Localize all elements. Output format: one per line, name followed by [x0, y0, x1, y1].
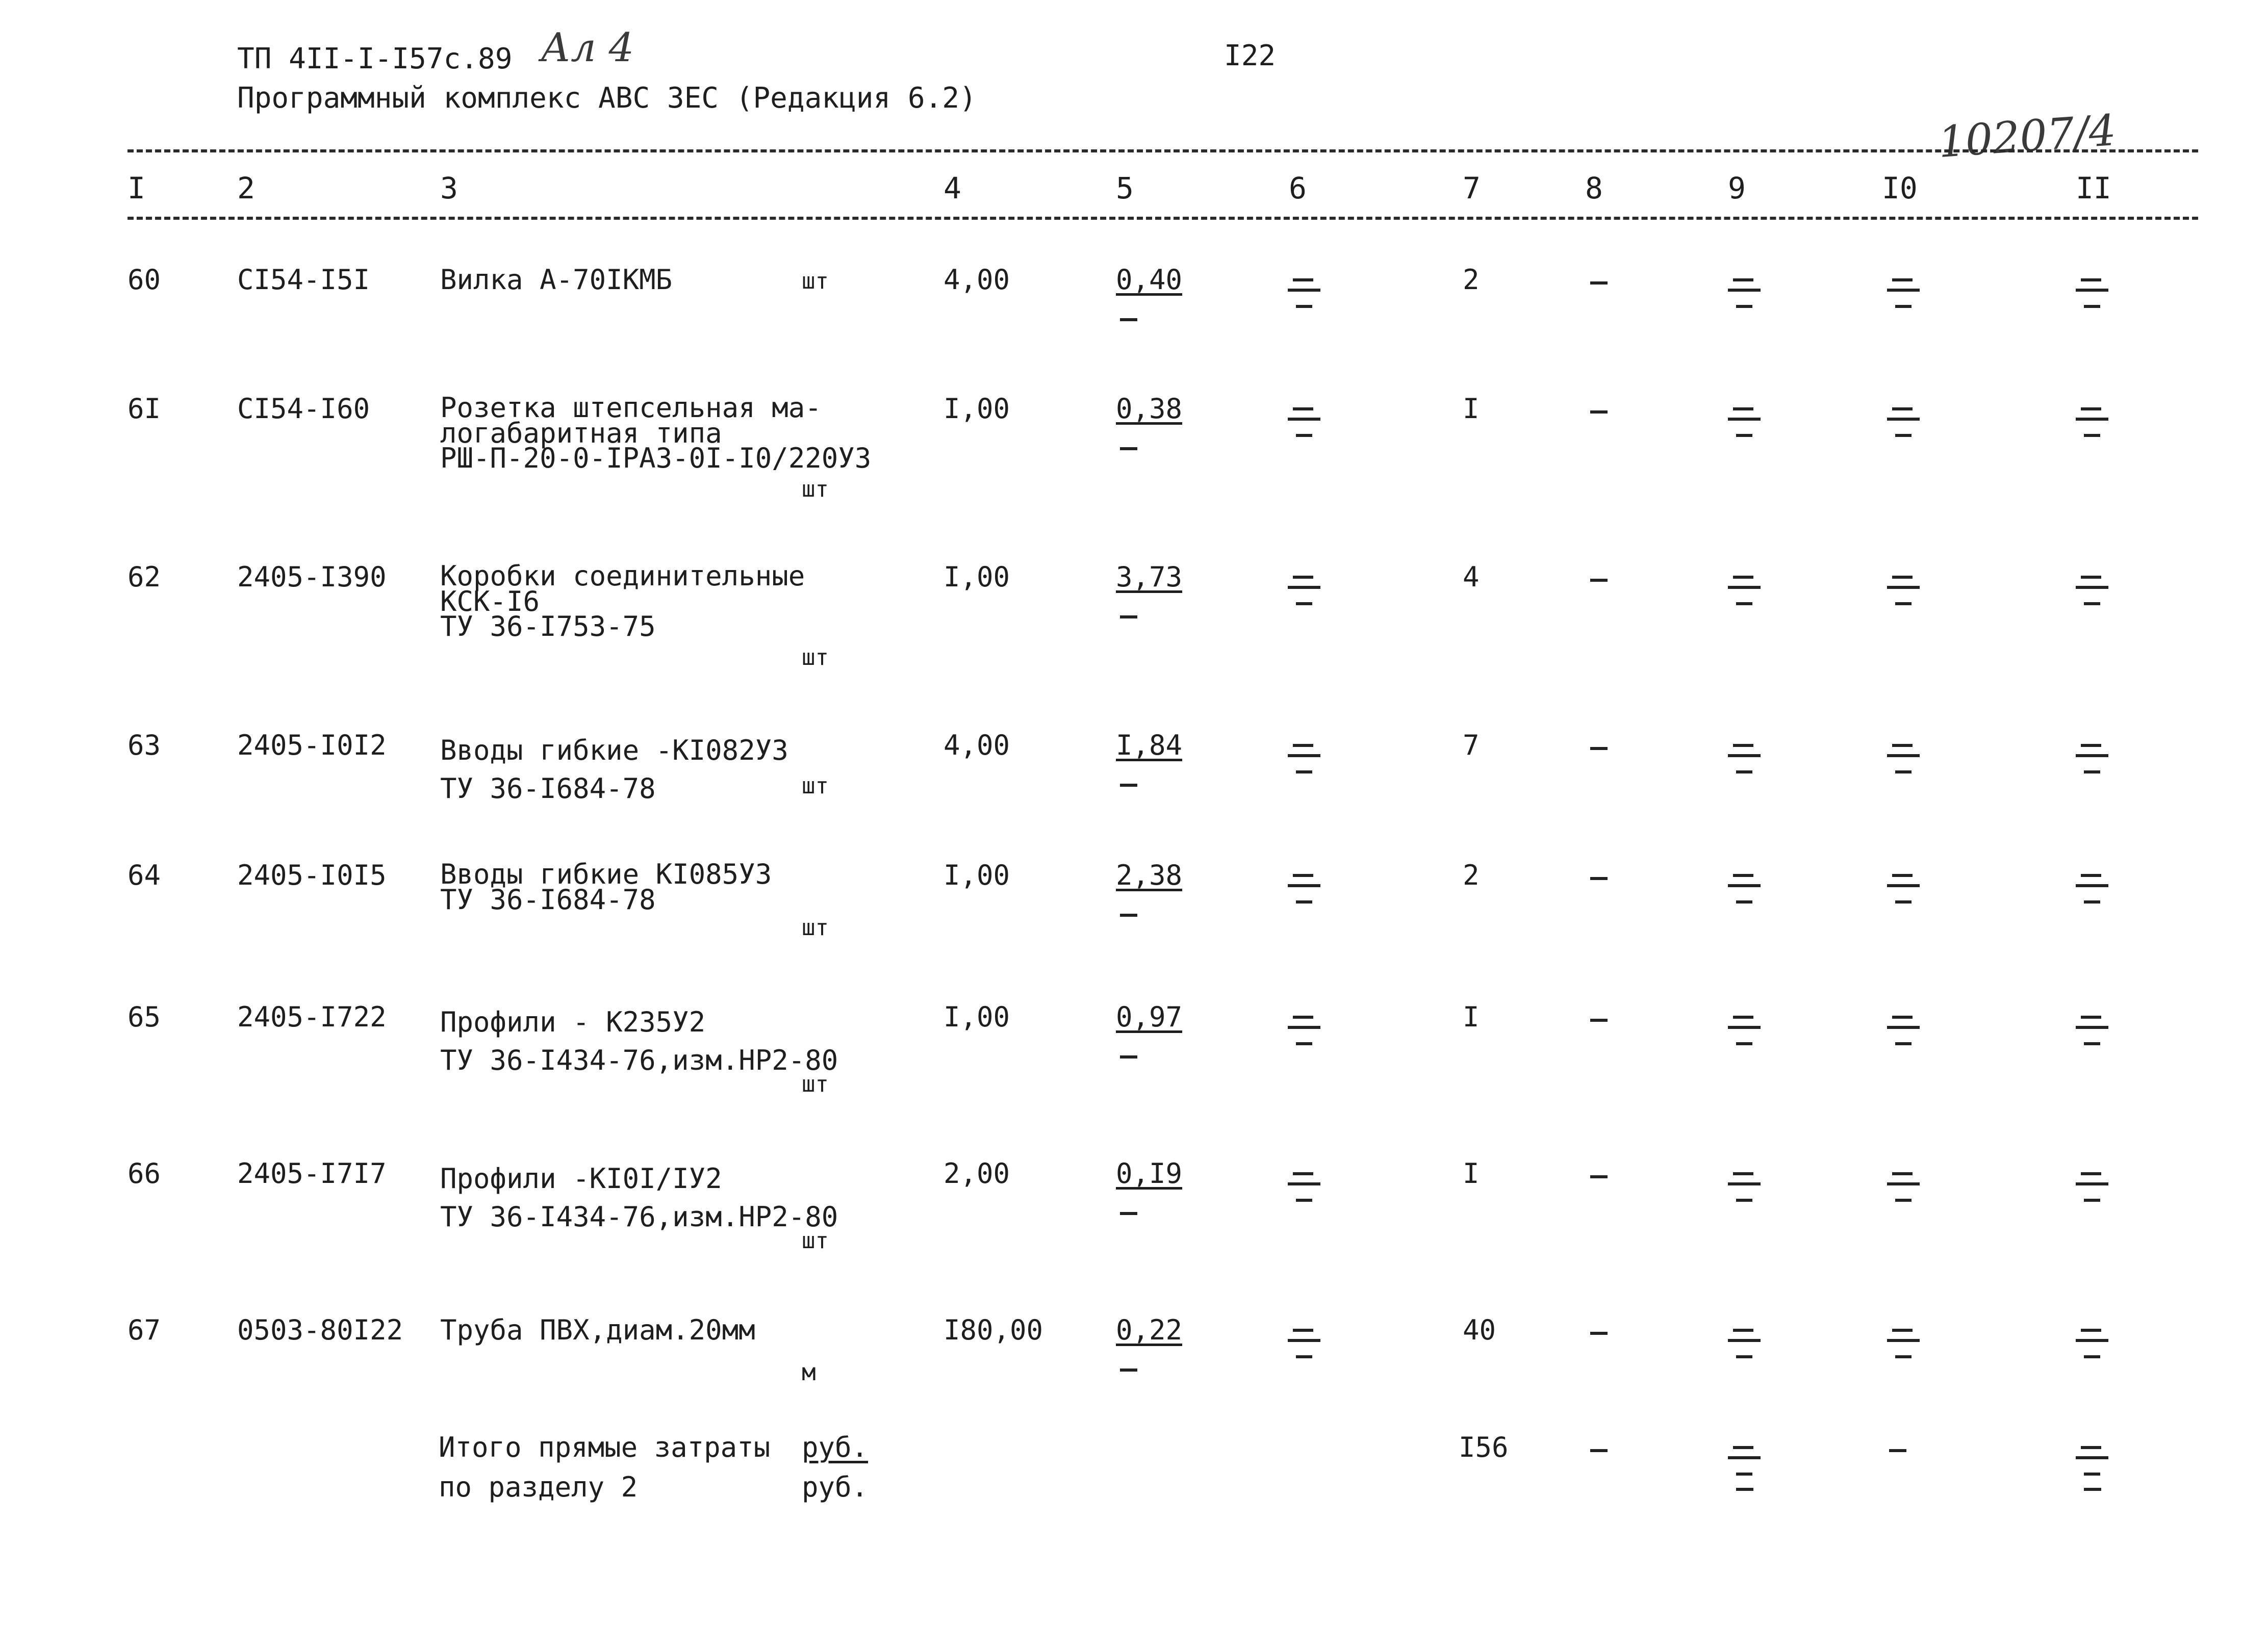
- row-number: 6I: [128, 393, 161, 425]
- price-empty-denominator: [1120, 1055, 1137, 1059]
- item-quantity: I,00: [944, 393, 1010, 425]
- item-unit: шт: [802, 1071, 829, 1097]
- col10-empty-fraction: [1887, 741, 1920, 775]
- item-quantity: 4,00: [944, 264, 1010, 296]
- col8-empty-dash: [1590, 281, 1608, 285]
- col6-empty-fraction: [1288, 871, 1320, 905]
- item-code: 2405-I390: [237, 561, 387, 593]
- item-quantity: I,00: [944, 1001, 1010, 1033]
- total-col9-empty-fraction: [1728, 1443, 1761, 1477]
- item-price: 0,38: [1116, 393, 1183, 425]
- item-quantity: I,00: [944, 859, 1010, 891]
- col11-empty-fraction: [2076, 1326, 2108, 1359]
- col10-empty-fraction: [1887, 573, 1920, 606]
- item-code: 2405-I7I7: [237, 1157, 387, 1190]
- col11-empty-fraction: [2076, 871, 2108, 905]
- item-code: 0503-80I22: [237, 1314, 403, 1346]
- price-empty-denominator: [1120, 447, 1137, 450]
- price-empty-denominator: [1120, 318, 1137, 321]
- price-empty-denominator: [1120, 1369, 1137, 1372]
- total-col8-empty-dash: [1590, 1449, 1608, 1452]
- item-code: 2405-I0I2: [237, 729, 387, 761]
- column-number-4: 4: [944, 171, 961, 205]
- col10-empty-fraction: [1887, 1169, 1920, 1203]
- col9-empty-fraction: [1728, 741, 1761, 775]
- row-number: 64: [128, 859, 161, 891]
- row-number: 60: [128, 264, 161, 296]
- col6-empty-fraction: [1288, 573, 1320, 606]
- row-number: 62: [128, 561, 161, 593]
- col8-empty-dash: [1590, 1332, 1608, 1335]
- item-unit: м: [802, 1358, 816, 1386]
- col8-empty-dash: [1590, 579, 1608, 582]
- item-price: 0,97: [1116, 1001, 1183, 1033]
- col8-empty-dash: [1590, 1019, 1608, 1022]
- total-col11-empty-fraction: [2076, 1443, 2108, 1477]
- row-number: 63: [128, 729, 161, 761]
- col6-empty-fraction: [1288, 1013, 1320, 1046]
- column-number-11: II: [2076, 171, 2111, 205]
- col10-empty-fraction: [1887, 1326, 1920, 1359]
- col11-empty-fraction: [2076, 275, 2108, 309]
- document-code: ТП 4II-I-I57с.89: [237, 42, 513, 75]
- col9-empty-fraction: [1728, 573, 1761, 606]
- col9-empty-fraction: [1728, 871, 1761, 905]
- item-quantity: I80,00: [944, 1314, 1043, 1346]
- item-unit: шт: [802, 644, 829, 670]
- col9-empty-fraction: [1728, 1013, 1761, 1046]
- col7-value: 7: [1463, 729, 1480, 761]
- column-number-1: I: [128, 171, 145, 205]
- software-title: Программный комплекс АВС ЗЕС (Редакция 6.2): [237, 82, 977, 115]
- total-col7-value: I56: [1459, 1431, 1509, 1463]
- col11-empty-fraction: [2076, 741, 2108, 775]
- item-unit: шт: [802, 476, 829, 502]
- item-code: 2405-I0I5: [237, 859, 387, 891]
- header-bottom-rule: [128, 217, 2198, 220]
- item-name: Розетка штепсельная ма- логабаритная типа РШ-П-20-0-IРАЗ-0I-I0/220УЗ: [440, 392, 872, 475]
- col7-value: I: [1463, 393, 1480, 425]
- item-price: 3,73: [1116, 561, 1183, 593]
- col10-empty-fraction: [1887, 404, 1920, 438]
- row-number: 65: [128, 1001, 161, 1033]
- col11-empty-fraction: [2076, 404, 2108, 438]
- col11-empty-fraction: [2076, 573, 2108, 606]
- item-quantity: 4,00: [944, 729, 1010, 761]
- column-number-2: 2: [237, 171, 255, 205]
- item-name: Профили -КI0I/IУ2 ТУ 36-I434-76,изм.НР2-80: [440, 1163, 838, 1233]
- col7-value: 2: [1463, 859, 1480, 891]
- item-price: 0,22: [1116, 1314, 1183, 1346]
- col8-empty-dash: [1590, 410, 1608, 414]
- col6-empty-fraction: [1288, 404, 1320, 438]
- col9-empty-fraction: [1728, 275, 1761, 309]
- page-number: I22: [1224, 39, 1276, 72]
- item-code: 2405-I722: [237, 1001, 387, 1033]
- total-label-line2: по разделу 2: [439, 1471, 638, 1503]
- col6-empty-fraction: [1288, 275, 1320, 309]
- column-number-7: 7: [1463, 171, 1481, 205]
- col6-empty-fraction: [1288, 1169, 1320, 1203]
- item-unit: шт: [802, 1228, 829, 1254]
- price-empty-denominator: [1120, 914, 1137, 917]
- item-code: CI54-I5I: [237, 264, 370, 296]
- total-col11-second-dash: [2084, 1488, 2101, 1491]
- column-number-6: 6: [1289, 171, 1307, 205]
- col7-value: 4: [1463, 561, 1480, 593]
- col9-empty-fraction: [1728, 404, 1761, 438]
- item-unit: шт: [802, 915, 829, 941]
- handwritten-sheet-mark: Ал 4: [541, 25, 634, 71]
- col11-empty-fraction: [2076, 1013, 2108, 1046]
- item-price: 0,I9: [1116, 1157, 1183, 1190]
- col7-value: I: [1463, 1001, 1480, 1033]
- price-empty-denominator: [1120, 784, 1137, 787]
- column-number-5: 5: [1116, 171, 1134, 205]
- item-name: Коробки соединительные КСК-I6 ТУ 36-I753-75: [440, 560, 805, 643]
- column-number-8: 8: [1585, 171, 1603, 205]
- row-number: 66: [128, 1157, 161, 1190]
- col8-empty-dash: [1590, 877, 1608, 880]
- col11-empty-fraction: [2076, 1169, 2108, 1203]
- total-col10-empty-dash: [1889, 1449, 1906, 1452]
- item-unit: шт: [802, 268, 829, 294]
- col6-empty-fraction: [1288, 1326, 1320, 1359]
- col6-empty-fraction: [1288, 741, 1320, 775]
- total-unit-1: руб.: [802, 1431, 869, 1463]
- total-unit-2: руб.: [802, 1471, 869, 1503]
- row-number: 67: [128, 1314, 161, 1346]
- column-number-10: I0: [1882, 171, 1918, 205]
- item-price: I,84: [1116, 729, 1183, 761]
- column-number-9: 9: [1728, 171, 1746, 205]
- price-empty-denominator: [1120, 1212, 1137, 1215]
- item-name: Труба ПВХ,диам.20мм: [440, 1314, 755, 1346]
- col7-value: I: [1463, 1157, 1480, 1190]
- item-price: 2,38: [1116, 859, 1183, 891]
- col8-empty-dash: [1590, 747, 1608, 750]
- handwritten-archive-number: 10207/4: [1936, 105, 2118, 168]
- item-code: CI54-I60: [237, 393, 370, 425]
- col10-empty-fraction: [1887, 275, 1920, 309]
- item-unit: шт: [802, 773, 829, 799]
- item-quantity: I,00: [944, 561, 1010, 593]
- item-name: Вводы гибкие КI085УЗ ТУ 36-I684-78: [440, 858, 772, 916]
- col7-value: 40: [1463, 1314, 1496, 1346]
- price-empty-denominator: [1120, 615, 1137, 618]
- col9-empty-fraction: [1728, 1169, 1761, 1203]
- item-name: Вилка А-70IКМБ: [440, 264, 673, 296]
- col9-empty-fraction: [1728, 1326, 1761, 1359]
- total-col9-second-dash: [1736, 1488, 1753, 1491]
- total-label-line1: Итого прямые затраты: [439, 1431, 771, 1463]
- col7-value: 2: [1463, 264, 1480, 296]
- col10-empty-fraction: [1887, 871, 1920, 905]
- item-name: Вводы гибкие -КI082УЗ ТУ 36-I684-78: [440, 734, 788, 805]
- col10-empty-fraction: [1887, 1013, 1920, 1046]
- item-quantity: 2,00: [944, 1157, 1010, 1190]
- item-name: Профили - К235У2 ТУ 36-I434-76,изм.НР2-80: [440, 1006, 838, 1076]
- col8-empty-dash: [1590, 1175, 1608, 1178]
- header-top-rule: [128, 149, 2198, 152]
- item-price: 0,40: [1116, 264, 1183, 296]
- column-number-3: 3: [440, 171, 458, 205]
